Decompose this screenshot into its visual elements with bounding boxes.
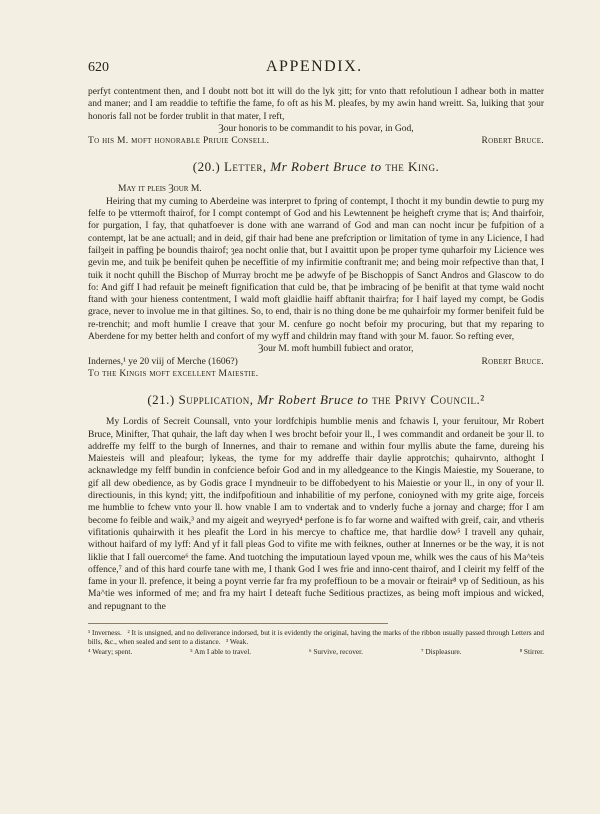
supplication-21-body: My Lordis of Secreit Counsall, vnto your lordfchipis humblie menis and fchawis I, your feruitour, Mr Robert Bruce, Minifter, That quhair, the laft day when I wes brocht befoir your ll., I wes commandit and ordaneit be ȝour ll. to addreffe my felff to the burgh of Innernes, and thair to remane and within four myllis abute the fame, dureing his Maiesteis will and pleafour; lykeas, the tyme for my addreffe thair daylie approtchis; quhairvnto, althoght I acknawledge my felff bundin in confcience befoir God and in my alledgeance to the Kingis Maiestie, my Souerane, to gif all dew obedience, as by Godis grace I myndneuir to be diffobedyent to his Maiestie or your ll., in ony of your ll. directiounis, in this kynd; yitt, the indifpofitioun and inhabilitie of my perfone, conioyned with my grite aige, forceis me humblie to fchew vnto your ll. how vnable I am to vndertak and to vnderly fuche a jornay and charge; ffor I am become fo feible and waik,³ and my aigeit and weyryed⁴ perfone is fo far worne and waifted with greif, cair, and vtheris vifitationis quhairwith it hes pleafit the Lord in his mercye to chaftice me, that hardlie dow⁵ I travell any quhair, without haifard of my lyff: And yf it fall pleas God to vifite me with feiknes, outher at Innernes or be the way, it is not liklie that I fall ouercome⁶ the fame. And tuotching the imputatioun layed vpoun me, whilk wes the caus of his Ma^teis offence,⁷ and of this hard courfe tane with me, I thank God I wes frie and inno-cent thairof, and I cleirit my felff of the fame in your ll. prefence, it being a poynt verrie far fra my profeffioun to be a movair or fteirair⁸ vp of Seditioun, as his Ma^tie wes informed of me; and fra my hairt I deteaft fuche Seditious practizes, as being moft impious and wicked, and repugnant to the	[88, 417, 544, 612]
footnote-8: ⁸ Stirrer.	[519, 646, 544, 656]
letter-20-heading-post: the King.	[385, 159, 440, 175]
letter-20-heading-italic: Mr Robert Bruce to	[270, 159, 382, 175]
letter-20-address: To the Kingis moft excellent Maiestie.	[88, 368, 259, 379]
footnote-3: ³ Weak.	[226, 637, 249, 647]
letter-20-heading-pre: Letter,	[223, 159, 267, 175]
footnote-7: ⁷ Displeasure.	[420, 646, 462, 656]
supplication-21-heading-pre: Supplication,	[178, 392, 254, 408]
letter-20-signature: Robert Bruce.	[481, 356, 544, 367]
footnote-row-1	[88, 628, 544, 647]
letter-20-address-row	[88, 368, 544, 380]
letter-20-signature-row	[88, 356, 544, 368]
footnote-5: ⁵ Am I able to travel.	[190, 646, 252, 656]
letter-20-body: Heiring that my cuming to Aberdeine was interpret to fpring of contempt, I thocht it my bundin dewtie to purg my felfe to þe vttermoft thairof, for I compt contempt of God and his Lewtennent þe heigheft cryme that is; And thairfoir, for purgation, I fay, that quhatfoever is done with ane warrand of God and man can nocht incur þe fufpition of a contempt, lat be ane actuall; and in deid, gif thair had bene ane prefcription or limitation of tyme in any Licience, I had failȝeit in paffing þe boundis thairof; ȝea nocht onlie that, but I avaittit upon þe proper tyme quharfoir my Licience wes gevin me, and tuik þe benifeit quhen þe neceffitie of my infirmitie conftranit me; and being moir refpective than that, I tuik it nocht quhill the Bischop of Murray brocht me þe adwyfe of þe Bischoppis of Sanct Andros and Glascow to do fo: And giff I had refauit þe meineft fignification that culd be, that þe imbracing of þe benifit at that tyme wald nocht ftand with ȝour hieness contentment, I wald moft glaidlie haiff abftanit thairfra; for I haif layed my compt, be Godis grace, never to involue me in that giltines. So, to end, thair is no thing done be me quhairfoir my former benifeit fuld be re-trenchit; and moft humlie I creave that ȝour M. cenfure go nocht befoir my procuring, but that my reparing to Aberdene for my better helth and confort of my wyff and childrin may ftand with ȝour M. fauor. So refting ever,	[88, 196, 544, 343]
footnote-row-2	[88, 647, 544, 657]
letter-20-heading	[88, 159, 544, 175]
letter-20-salutation: May it pleis Ȝour M.	[118, 184, 202, 195]
carryover-closing: Ȝour honoris to be commandit to his povar, in God,	[218, 123, 414, 134]
supplication-21-heading-post: the Privy Council.²	[372, 392, 485, 408]
carryover-paragraph: perfyt contentment then, and I doubt nott bot itt will do the lyk ȝitt; for vnto thatt refolutioun I adhear both in matter and maner; and I am readdie to teftifie the fame, fo oft as his M. pleafes, by my awin hand wreitt. Sa, luiking that ȝour honoris fall not be forder trublit in that mater, I reft,	[88, 87, 544, 122]
carryover-address: To his M. moft honorable Priuie Consell.	[88, 136, 270, 147]
supplication-21-heading	[88, 392, 544, 408]
footnotes	[88, 628, 544, 657]
supplication-21-number: (21.)	[147, 392, 175, 408]
carryover-signature-row	[88, 135, 544, 147]
letter-20-number: (20.)	[192, 159, 221, 175]
letter-20-closing: Ȝour M. moft humbill fubiect and orator,	[258, 344, 414, 355]
footnote-6: ⁶ Survive, recover.	[309, 646, 364, 656]
supplication-21-heading-italic: Mr Robert Bruce to	[257, 392, 369, 408]
carryover-signature: Robert Bruce.	[481, 136, 544, 147]
footnote-rule	[88, 623, 388, 624]
footnote-1: ¹ Inverness.	[88, 627, 122, 637]
page-number: 620	[88, 60, 109, 75]
running-title: APPENDIX.	[266, 58, 363, 75]
footnote-2: ² It is unsigned, and no deliverance indorsed, but it is evidently the original, having the marks of the ribbon usually passed through Letters and bills, &c., when sealed and sent to a distance.	[88, 627, 544, 647]
letter-20-place-date: Indernes,¹ ye 20 viij of Merche (1606?)	[88, 356, 238, 367]
footnote-4: ⁴ Weary; spent.	[88, 646, 133, 656]
running-head	[88, 58, 544, 80]
